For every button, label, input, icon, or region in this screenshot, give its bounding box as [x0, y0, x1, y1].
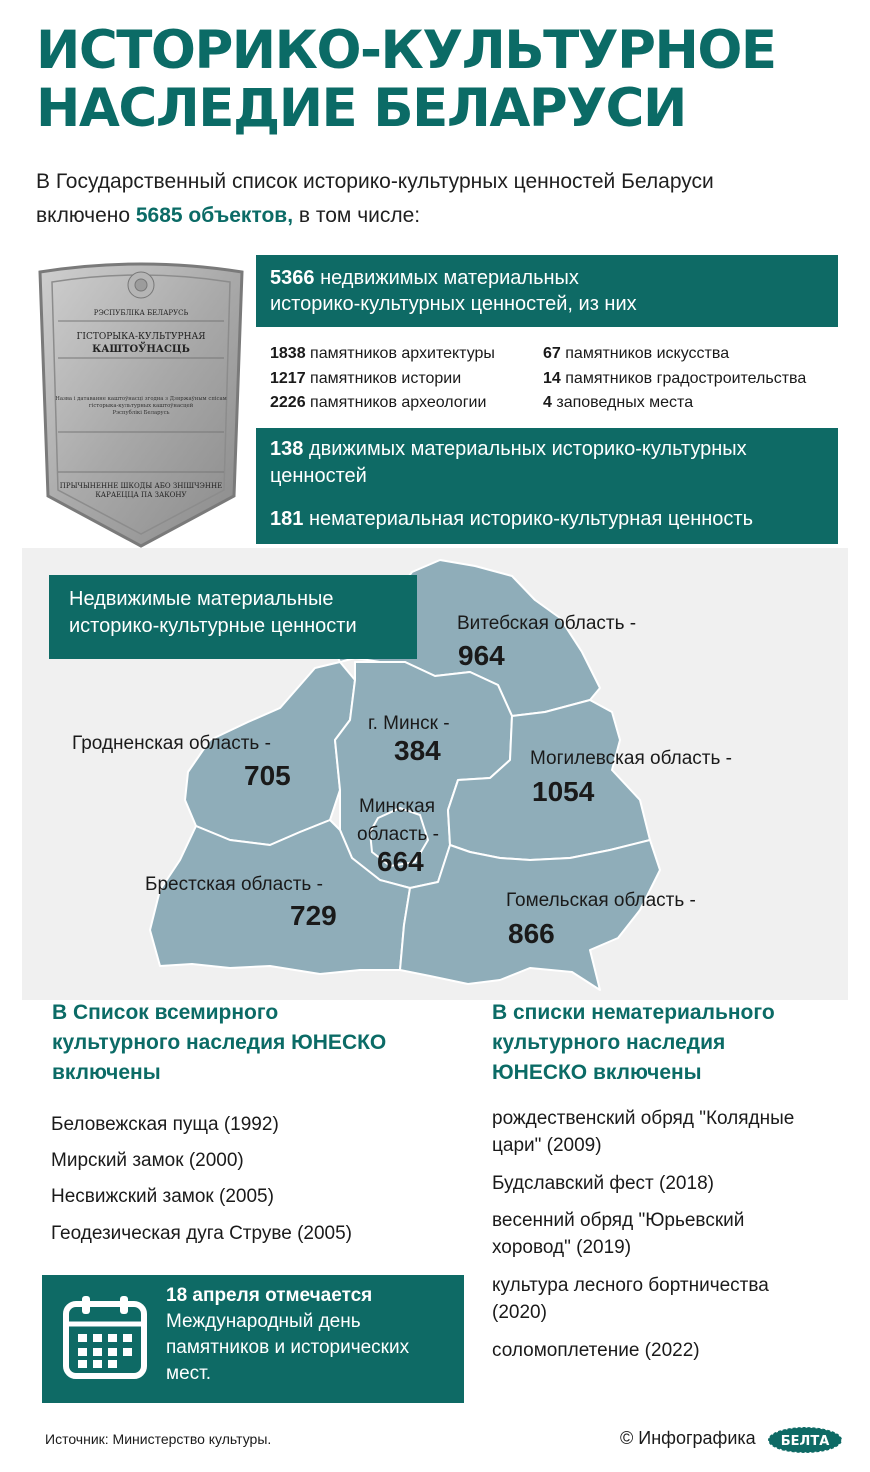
item-line: культура лесного бортничества	[492, 1275, 769, 1296]
unesco-world-heading-2: культурного наследия ЮНЕСКО	[52, 1031, 387, 1054]
immovable-text-2: историко-культурных ценностей, из них	[270, 293, 637, 315]
region-label-minsk-city: г. Минск -	[368, 713, 450, 734]
item-line: хоровод" (2019)	[492, 1237, 632, 1258]
credit-text: © Инфографика	[620, 1428, 756, 1448]
map-label-2: историко-культурные ценности	[69, 615, 357, 637]
category-item	[543, 342, 843, 367]
unesco-world-item: Мирский замок (2000)	[51, 1150, 244, 1171]
item-line: весенний обряд "Юрьевский	[492, 1210, 745, 1231]
heritage-plate-image	[28, 258, 254, 550]
category-label: памятников искусства	[565, 345, 730, 362]
region-label-vitebsk: Витебская область -	[457, 613, 637, 634]
map-label-1: Недвижимые материальные	[69, 588, 334, 610]
intro-suffix: в том числе:	[298, 204, 421, 227]
unesco-intangible-item	[492, 1105, 852, 1159]
unesco-intangible-item	[492, 1337, 852, 1364]
region-value-grodno: 705	[244, 760, 291, 791]
page-title	[36, 22, 856, 138]
plate-republic: РЭСПУБЛІКА БЕЛАРУСЬ	[93, 309, 189, 317]
unesco-intangible-item	[492, 1170, 852, 1197]
category-label: памятников градостроительства	[565, 369, 807, 387]
category-count: 14	[543, 369, 561, 387]
plate-bottom-2: КАРАЕЦЦА ПА ЗАКОНУ	[95, 491, 187, 499]
total-count: 5685 объектов,	[135, 204, 294, 227]
unesco-world-item: Несвижский замок (2005)	[51, 1186, 274, 1207]
unesco-world-item: Беловежская пуща (1992)	[51, 1114, 279, 1135]
monument-day-line-3: мест.	[166, 1363, 212, 1384]
source-note: Источник: Министерство культуры.	[45, 1431, 272, 1447]
category-label: памятников истории	[310, 369, 462, 387]
emblem-icon	[128, 272, 154, 298]
title-line-2: НАСЛЕДИЕ БЕЛАРУСИ	[36, 78, 686, 139]
region-label-minsk-oblast-2: область -	[357, 824, 439, 845]
category-count: 2226	[270, 394, 306, 411]
item-line: рождественский обряд "Колядные	[492, 1108, 795, 1129]
calendar-icon	[62, 1294, 148, 1380]
movable-count: 138	[270, 438, 304, 460]
intangible-line	[270, 506, 824, 533]
intro-text	[36, 165, 836, 233]
category-label: заповедных места	[556, 394, 694, 411]
unesco-world-section	[52, 998, 452, 1088]
region-label-mogilev: Могилевская область -	[530, 748, 733, 769]
region-label-brest: Брестская область -	[145, 874, 323, 895]
logo-text: БЕЛТА	[780, 1434, 830, 1449]
monument-day-line-1: Международный день	[166, 1311, 361, 1332]
immovable-text-1: недвижимых материальных	[320, 267, 579, 289]
plate-line-1: ГІСТОРЫКА-КУЛЬТУРНАЯ	[76, 332, 206, 342]
region-value-mogilev: 1054	[532, 776, 595, 807]
category-item	[543, 367, 843, 392]
intro-line-2	[36, 199, 836, 233]
region-label-minsk-oblast: Минская	[359, 796, 436, 817]
intangible-text: нематериальная историко-культурная ценность	[308, 508, 753, 530]
plate-line-2: КАШТОЎНАСЦЬ	[92, 344, 190, 355]
region-value-minsk-city: 384	[394, 735, 441, 766]
belta-logo	[766, 1425, 844, 1455]
plate-small-3: Рэспублікі Беларусь	[112, 410, 170, 416]
plate-small-2: гісторыка-культурных каштоўнасцей	[88, 403, 194, 409]
category-item	[543, 391, 843, 416]
region-label-gomel: Гомельская область -	[506, 890, 696, 911]
category-label: памятников археологии	[310, 394, 487, 411]
monument-day-date: 18 апреля отмечается	[166, 1285, 373, 1306]
unesco-intangible-heading-3: ЮНЕСКО включены	[492, 1061, 702, 1084]
intro-prefix: включено	[36, 204, 131, 227]
item-line: Будславский фест (2018)	[492, 1173, 714, 1194]
category-label: памятников архитектуры	[310, 345, 495, 362]
category-count: 67	[543, 345, 561, 362]
unesco-world-heading-3: включены	[52, 1061, 161, 1084]
category-count: 1838	[270, 345, 306, 362]
title-line-1: ИСТОРИКО-КУЛЬТУРНОЕ	[36, 20, 776, 81]
unesco-intangible-heading-1: В списки нематериального	[492, 1001, 775, 1024]
unesco-intangible-item	[492, 1207, 852, 1261]
movable-text-1: движимых материальных историко-культурных	[308, 438, 747, 460]
unesco-world-item: Геодезическая дуга Струве (2005)	[51, 1223, 352, 1244]
intangible-count: 181	[270, 508, 304, 530]
immovable-count: 5366	[270, 267, 315, 289]
region-value-vitebsk: 964	[458, 640, 505, 671]
item-line: соломоплетение (2022)	[492, 1340, 700, 1361]
immovable-line-1	[270, 265, 824, 291]
item-line: (2020)	[492, 1302, 547, 1323]
region-label-grodno: Гродненская область -	[72, 733, 271, 754]
movable-text-2: ценностей	[270, 465, 367, 487]
immovable-band	[256, 255, 838, 327]
monument-day-text	[166, 1283, 458, 1387]
movable-line-1	[270, 436, 824, 463]
category-item	[270, 367, 540, 392]
category-item	[270, 342, 540, 367]
movable-band	[256, 428, 838, 544]
monument-day-line-2: памятников и исторических	[166, 1337, 410, 1358]
plate-small-1: Назва і датаванне каштоўнасці згодна з Дзяржаўным спісам	[55, 396, 227, 402]
region-value-minsk-oblast: 664	[377, 846, 424, 877]
region-value-gomel: 866	[508, 918, 555, 949]
region-value-brest: 729	[290, 900, 337, 931]
unesco-intangible-section	[492, 998, 852, 1088]
unesco-world-heading-1: В Список всемирного	[52, 1001, 279, 1024]
categories-left	[270, 342, 540, 416]
item-line: цари" (2009)	[492, 1135, 602, 1156]
categories-right	[543, 342, 843, 416]
unesco-intangible-item	[492, 1272, 852, 1326]
category-item	[270, 391, 540, 416]
category-count: 1217	[270, 369, 306, 387]
plate-bottom-1: ПРЫЧЫНЕННЕ ШКОДЫ АБО ЗНІШЧЭННЕ	[59, 482, 223, 490]
map-legend-box	[49, 575, 417, 659]
intro-line-1: В Государственный список историко-культурных ценностей Беларуси	[36, 170, 714, 193]
category-count: 4	[543, 394, 552, 411]
unesco-intangible-heading-2: культурного наследия	[492, 1031, 726, 1054]
